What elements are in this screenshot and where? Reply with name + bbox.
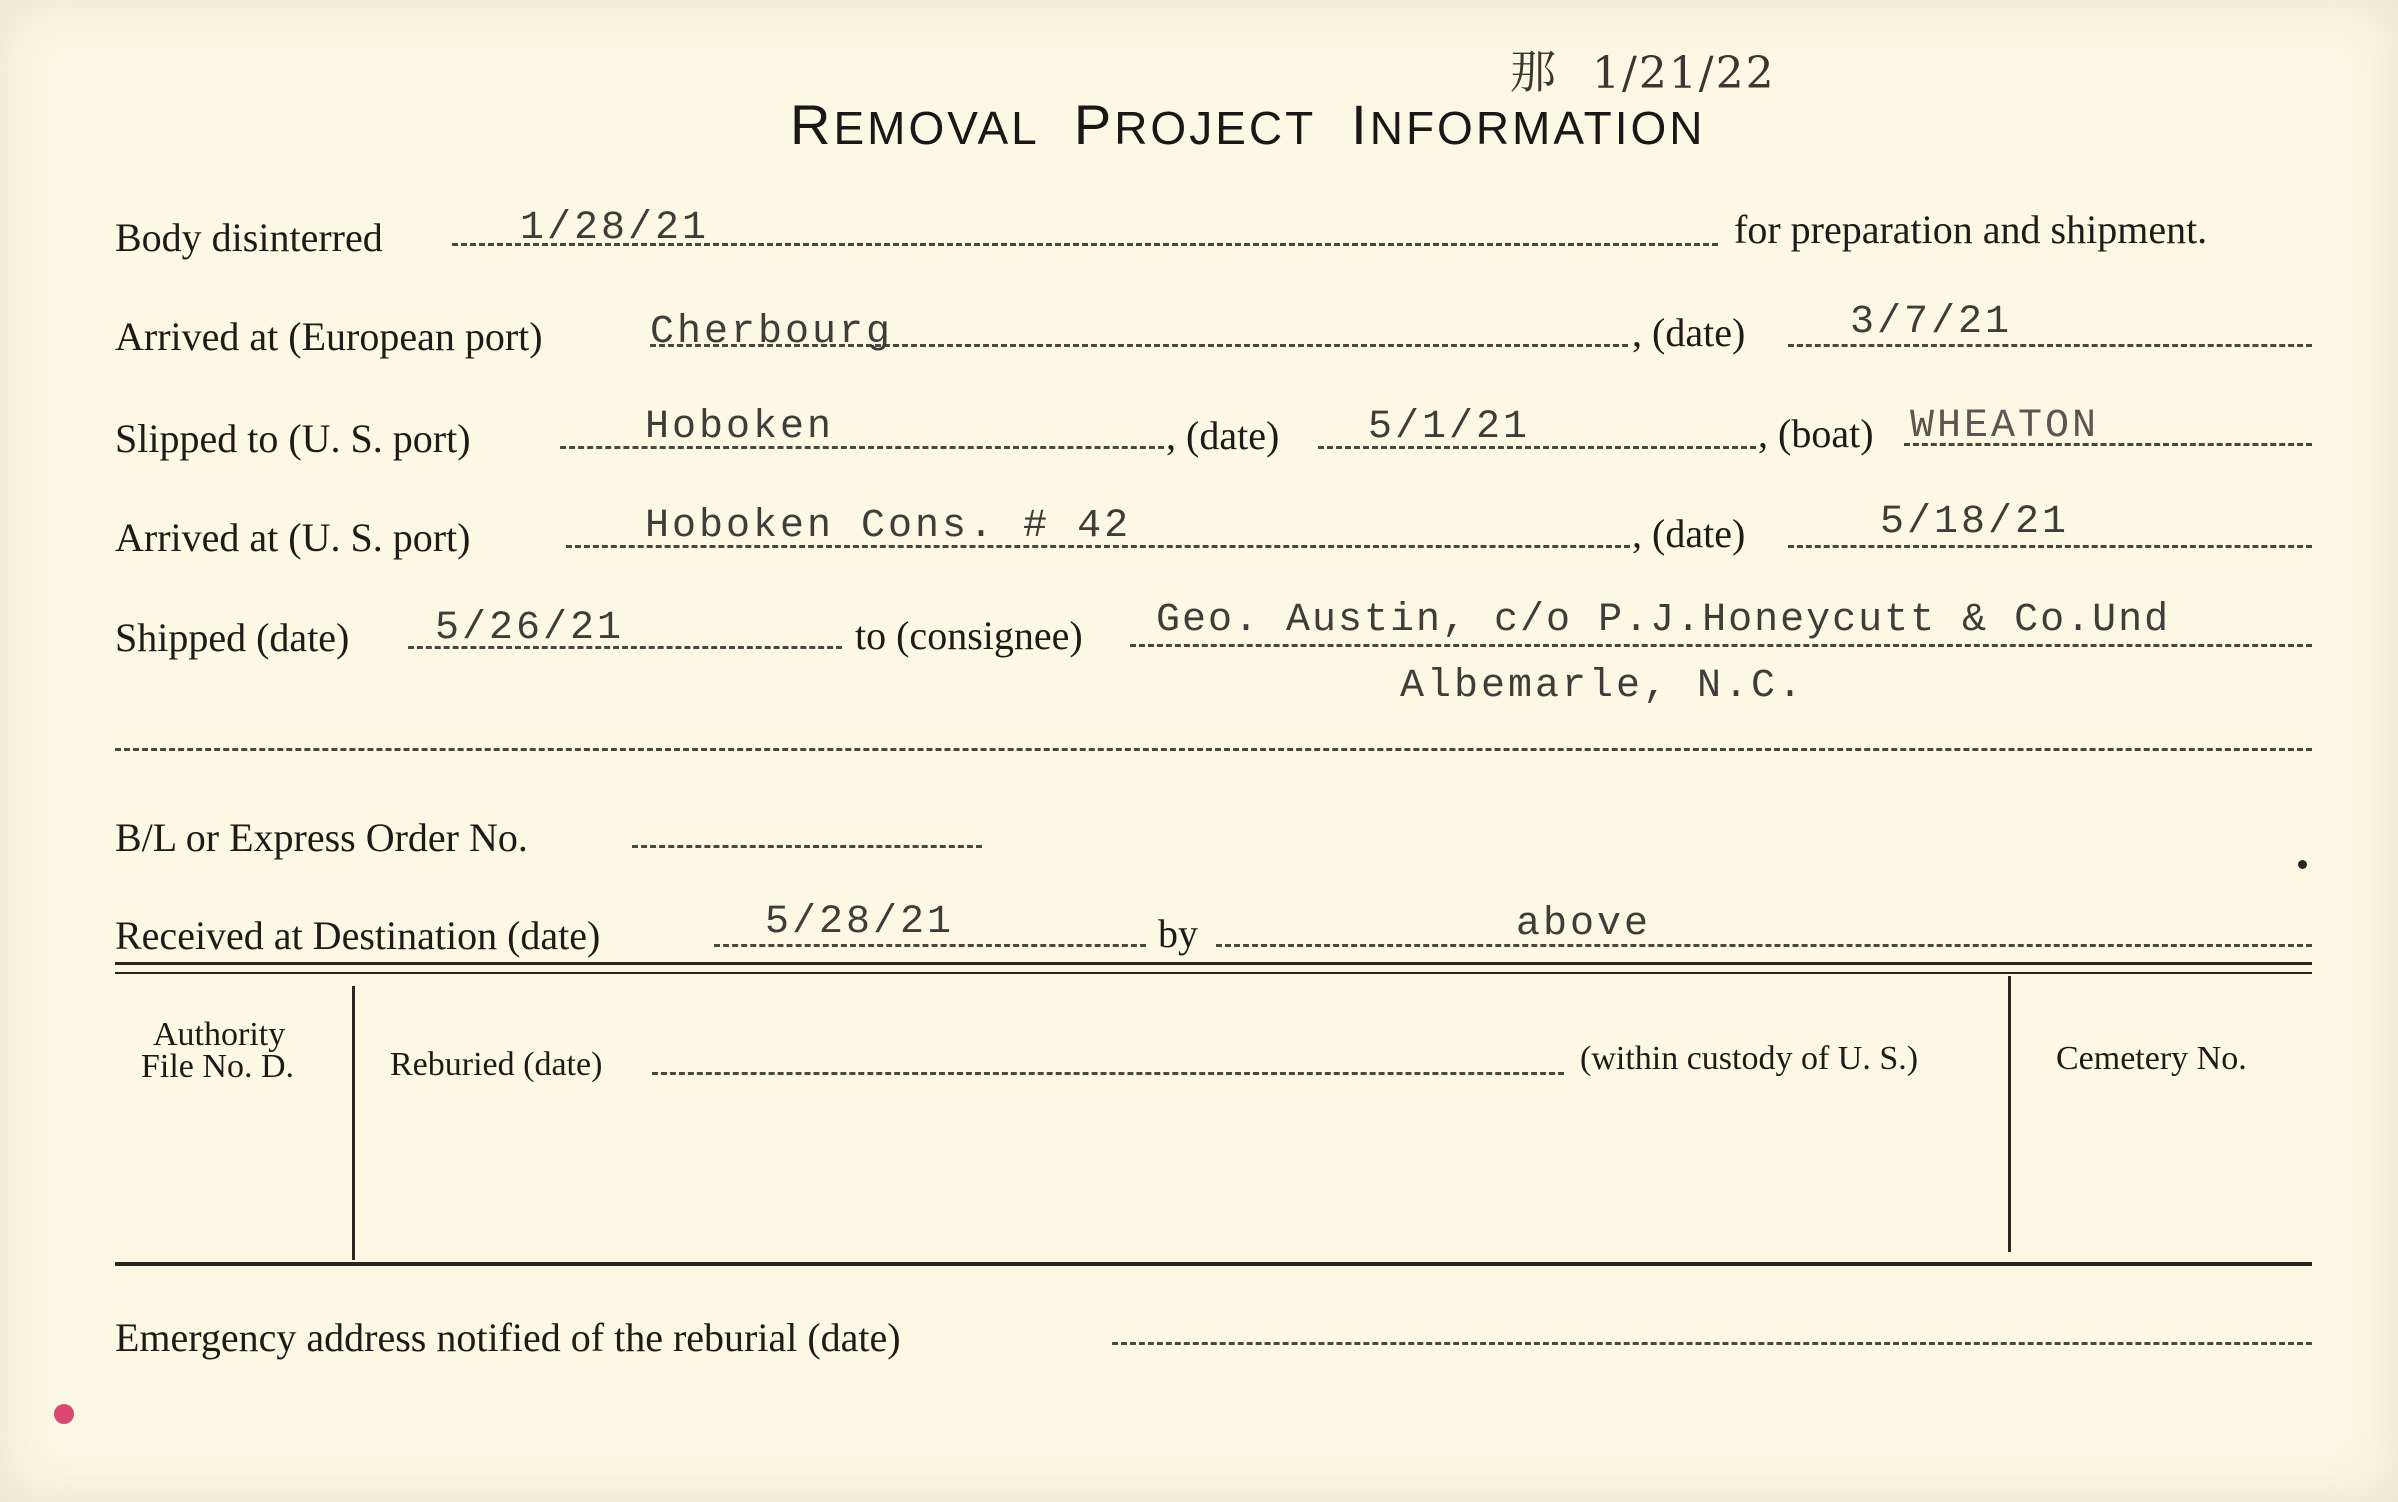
title-word-2-rest: ROJECT xyxy=(1114,102,1316,154)
label-by: by xyxy=(1158,911,1198,956)
table-top-rule-1 xyxy=(115,962,2312,965)
table-bottom-rule xyxy=(115,1262,2312,1266)
line-consignee-extra xyxy=(115,748,2312,751)
label-shipped-to-us: Slipped to (U. S. port) xyxy=(115,416,471,461)
initials-mark: 那 xyxy=(1510,45,1558,99)
table-divider-left xyxy=(352,986,355,1260)
header-authority-line1: Authority xyxy=(153,1016,286,1053)
value-shipped-date: 5/26/21 xyxy=(435,606,625,651)
value-consignee-line-1: Geo. Austin, c/o P.J.Honeycutt & Co.Und xyxy=(1156,598,2171,643)
line-arrived-us-date xyxy=(1788,545,2312,548)
title-word-1-rest: EMOVAL xyxy=(833,102,1039,154)
line-consignee xyxy=(1130,644,2312,647)
label-date-3: , (date) xyxy=(1632,511,1746,556)
line-emergency xyxy=(1112,1342,2312,1345)
header-reburied: Reburied (date) xyxy=(390,1046,603,1083)
line-received-by xyxy=(1216,944,2312,947)
table-top-rule-2 xyxy=(115,972,2312,974)
label-emergency: Emergency address notified of the reburial (date) xyxy=(115,1315,901,1360)
value-disinterred-date: 1/28/21 xyxy=(520,206,710,251)
label-consignee: to (consignee) xyxy=(855,613,1083,658)
ink-dot xyxy=(2298,860,2307,869)
label-body-disinterred: Body disinterred xyxy=(115,215,383,260)
label-received-destination: Received at Destination (date) xyxy=(115,913,601,958)
top-date: 1/21/22 xyxy=(1592,48,1776,99)
title-word-1-initial: R xyxy=(790,93,834,156)
title-word-3-initial: I xyxy=(1351,93,1370,156)
label-arrived-us: Arrived at (U. S. port) xyxy=(115,515,471,560)
header-within-custody: (within custody of U. S.) xyxy=(1580,1040,1919,1077)
label-preparation: for preparation and shipment. xyxy=(1734,207,2208,252)
value-european-date: 3/7/21 xyxy=(1850,300,2013,345)
value-received-date: 5/28/21 xyxy=(765,900,955,945)
header-authority-line2: File No. D. xyxy=(141,1048,294,1085)
value-consignee-line-2: Albemarle, N.C. xyxy=(1400,664,1806,709)
line-bl-order xyxy=(632,845,982,848)
line-reburied xyxy=(652,1072,1564,1075)
title-word-3-rest: NFORMATION xyxy=(1369,102,1706,154)
label-bl-order: B/L or Express Order No. xyxy=(115,815,528,860)
label-arrived-european: Arrived at (European port) xyxy=(115,314,543,359)
header-cemetery-no: Cemetery No. xyxy=(2056,1040,2247,1077)
value-received-by: above xyxy=(1516,902,1652,947)
title-word-2-initial: P xyxy=(1073,93,1115,156)
value-european-port: Cherbourg xyxy=(650,310,894,355)
value-us-port-1: Hoboken xyxy=(645,405,835,450)
value-arrived-us-date: 5/18/21 xyxy=(1880,500,2070,545)
label-boat: , (boat) xyxy=(1758,411,1874,456)
label-date-1: , (date) xyxy=(1632,310,1746,355)
ink-stain xyxy=(54,1404,74,1424)
label-date-2: , (date) xyxy=(1166,413,1280,458)
table-divider-right xyxy=(2008,976,2011,1252)
value-ship-date: 5/1/21 xyxy=(1368,405,1531,450)
form-title xyxy=(790,92,1706,157)
label-shipped-date: Shipped (date) xyxy=(115,615,350,660)
value-arrived-us: Hoboken Cons. # 42 xyxy=(645,504,1132,549)
value-boat: WHEATON xyxy=(1910,404,2100,449)
